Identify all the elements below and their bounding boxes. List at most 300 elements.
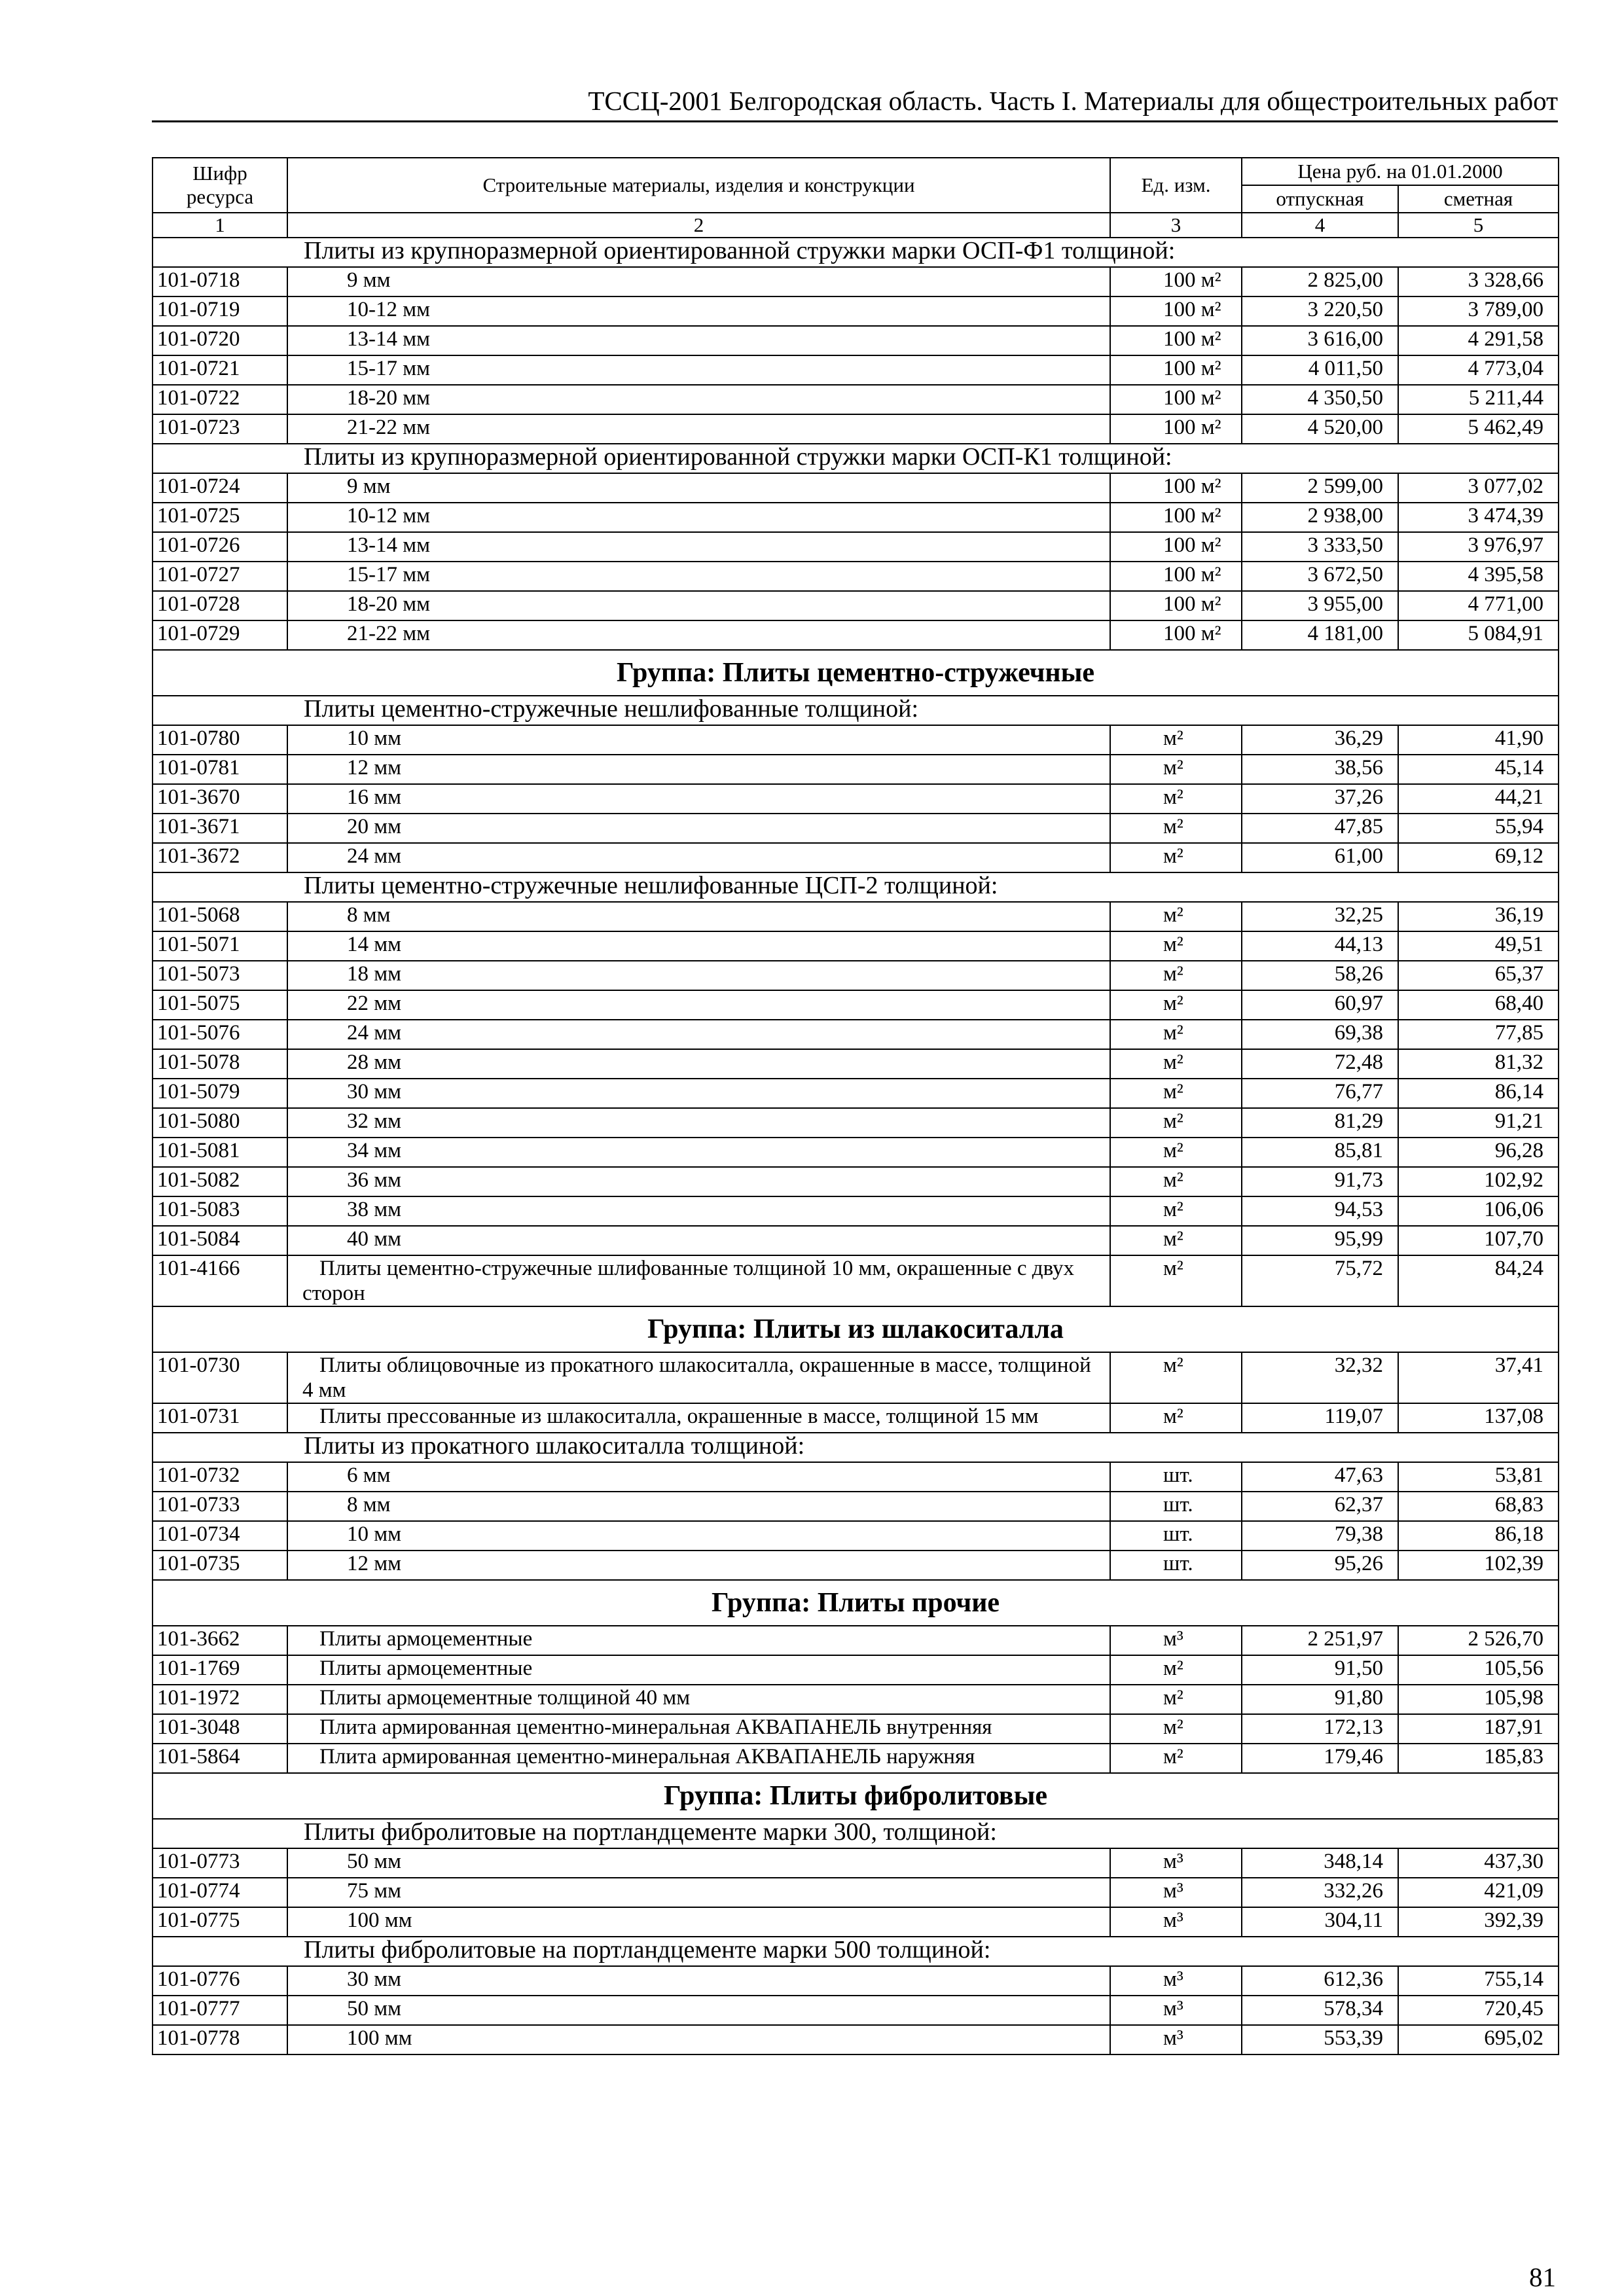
resource-code: 101-5082 bbox=[153, 1167, 287, 1196]
material-name: 32 мм bbox=[287, 1108, 1110, 1138]
unit: м² bbox=[1110, 843, 1242, 872]
material-name: 15-17 мм bbox=[287, 355, 1110, 385]
table-row bbox=[153, 1907, 1559, 1937]
table-row bbox=[153, 902, 1559, 931]
subheading-row bbox=[153, 238, 1559, 267]
price-release: 348,14 bbox=[1242, 1848, 1398, 1878]
price-release: 179,46 bbox=[1242, 1744, 1398, 1773]
material-name: 20 мм bbox=[287, 814, 1110, 843]
price-release: 91,73 bbox=[1242, 1167, 1398, 1196]
price-estimate: 53,81 bbox=[1398, 1462, 1559, 1492]
price-estimate: 3 474,39 bbox=[1398, 503, 1559, 532]
table-row bbox=[153, 385, 1559, 414]
material-name: 30 мм bbox=[287, 1966, 1110, 1996]
resource-code: 101-0777 bbox=[153, 1996, 287, 2025]
unit: шт. bbox=[1110, 1462, 1242, 1492]
table-row bbox=[153, 296, 1559, 326]
unit: 100 м² bbox=[1110, 620, 1242, 650]
table-row bbox=[153, 414, 1559, 444]
price-estimate: 106,06 bbox=[1398, 1196, 1559, 1226]
price-estimate: 720,45 bbox=[1398, 1996, 1559, 2025]
material-name: 18-20 мм bbox=[287, 385, 1110, 414]
resource-code: 101-5079 bbox=[153, 1079, 287, 1108]
price-estimate: 755,14 bbox=[1398, 1966, 1559, 1996]
unit: м³ bbox=[1110, 1996, 1242, 2025]
unit: м³ bbox=[1110, 2025, 1242, 2054]
resource-code: 101-0730 bbox=[153, 1352, 287, 1403]
material-name: 14 мм bbox=[287, 931, 1110, 961]
table-row bbox=[153, 1020, 1559, 1049]
unit: 100 м² bbox=[1110, 591, 1242, 620]
resource-code: 101-5071 bbox=[153, 931, 287, 961]
table-row bbox=[153, 1996, 1559, 2025]
price-release: 85,81 bbox=[1242, 1138, 1398, 1167]
table-row bbox=[153, 1167, 1559, 1196]
material-name: 10 мм bbox=[287, 725, 1110, 755]
subheading-row bbox=[153, 444, 1559, 473]
table-row bbox=[153, 532, 1559, 562]
table-row bbox=[153, 473, 1559, 503]
unit: м² bbox=[1110, 814, 1242, 843]
price-estimate: 45,14 bbox=[1398, 755, 1559, 784]
unit: м² bbox=[1110, 784, 1242, 814]
table-row bbox=[153, 1714, 1559, 1744]
header-price-release: отпускная bbox=[1242, 185, 1398, 213]
price-release: 3 220,50 bbox=[1242, 296, 1398, 326]
price-release: 4 520,00 bbox=[1242, 414, 1398, 444]
price-release: 62,37 bbox=[1242, 1492, 1398, 1521]
price-estimate: 77,85 bbox=[1398, 1020, 1559, 1049]
material-name: 75 мм bbox=[287, 1878, 1110, 1907]
material-name: 10-12 мм bbox=[287, 296, 1110, 326]
material-name: 38 мм bbox=[287, 1196, 1110, 1226]
resource-code: 101-0773 bbox=[153, 1848, 287, 1878]
unit: м² bbox=[1110, 1138, 1242, 1167]
table-row bbox=[153, 1462, 1559, 1492]
resource-code: 101-5083 bbox=[153, 1196, 287, 1226]
price-release: 578,34 bbox=[1242, 1996, 1398, 2025]
unit: м² bbox=[1110, 1167, 1242, 1196]
price-estimate: 392,39 bbox=[1398, 1907, 1559, 1937]
resource-code: 101-5076 bbox=[153, 1020, 287, 1049]
material-name: Плита армированная цементно-минеральная АКВАПАНЕЛЬ внутренняя bbox=[287, 1714, 1110, 1744]
price-release: 36,29 bbox=[1242, 725, 1398, 755]
unit: м² bbox=[1110, 931, 1242, 961]
price-release: 79,38 bbox=[1242, 1521, 1398, 1551]
table-row bbox=[153, 1685, 1559, 1714]
price-release: 3 672,50 bbox=[1242, 562, 1398, 591]
price-release: 332,26 bbox=[1242, 1878, 1398, 1907]
table-row bbox=[153, 1521, 1559, 1551]
price-estimate: 68,40 bbox=[1398, 990, 1559, 1020]
header-price: Цена руб. на 01.01.2000 bbox=[1242, 158, 1559, 185]
table-row bbox=[153, 1744, 1559, 1773]
unit: м² bbox=[1110, 902, 1242, 931]
table-row bbox=[153, 1138, 1559, 1167]
price-estimate: 36,19 bbox=[1398, 902, 1559, 931]
price-estimate: 5 084,91 bbox=[1398, 620, 1559, 650]
material-name: 10 мм bbox=[287, 1521, 1110, 1551]
price-release: 2 825,00 bbox=[1242, 267, 1398, 296]
price-release: 91,50 bbox=[1242, 1655, 1398, 1685]
resource-code: 101-5073 bbox=[153, 961, 287, 990]
price-estimate: 421,09 bbox=[1398, 1878, 1559, 1907]
material-name: Плита армированная цементно-минеральная АКВАПАНЕЛЬ наружняя bbox=[287, 1744, 1110, 1773]
resource-code: 101-5068 bbox=[153, 902, 287, 931]
unit: 100 м² bbox=[1110, 326, 1242, 355]
table-row bbox=[153, 843, 1559, 872]
unit: м² bbox=[1110, 961, 1242, 990]
resource-code: 101-0725 bbox=[153, 503, 287, 532]
group-heading-row bbox=[153, 1580, 1559, 1626]
resource-code: 101-3670 bbox=[153, 784, 287, 814]
unit: м² bbox=[1110, 990, 1242, 1020]
header-col-number: 1 bbox=[153, 213, 287, 238]
price-release: 91,80 bbox=[1242, 1685, 1398, 1714]
price-release: 32,25 bbox=[1242, 902, 1398, 931]
header-col-number: 2 bbox=[287, 213, 1110, 238]
price-estimate: 69,12 bbox=[1398, 843, 1559, 872]
subheading-row bbox=[153, 1819, 1559, 1848]
unit: 100 м² bbox=[1110, 355, 1242, 385]
resource-code: 101-0774 bbox=[153, 1878, 287, 1907]
price-release: 37,26 bbox=[1242, 784, 1398, 814]
material-name: 22 мм bbox=[287, 990, 1110, 1020]
price-estimate: 84,24 bbox=[1398, 1255, 1559, 1306]
material-name: 8 мм bbox=[287, 1492, 1110, 1521]
material-name: 50 мм bbox=[287, 1848, 1110, 1878]
price-release: 58,26 bbox=[1242, 961, 1398, 990]
price-release: 3 616,00 bbox=[1242, 326, 1398, 355]
price-release: 4 181,00 bbox=[1242, 620, 1398, 650]
unit: м³ bbox=[1110, 1907, 1242, 1937]
subheading-row bbox=[153, 1937, 1559, 1966]
price-release: 172,13 bbox=[1242, 1714, 1398, 1744]
resource-code: 101-4166 bbox=[153, 1255, 287, 1306]
header-col-number: 5 bbox=[1398, 213, 1559, 238]
group-heading-row bbox=[153, 1306, 1559, 1352]
table-row bbox=[153, 591, 1559, 620]
resource-code: 101-0728 bbox=[153, 591, 287, 620]
price-table bbox=[152, 157, 1559, 2055]
price-estimate: 3 328,66 bbox=[1398, 267, 1559, 296]
material-name: Плиты армоцементные bbox=[287, 1626, 1110, 1655]
unit: м² bbox=[1110, 1108, 1242, 1138]
price-estimate: 4 291,58 bbox=[1398, 326, 1559, 355]
resource-code: 101-0726 bbox=[153, 532, 287, 562]
table-row bbox=[153, 931, 1559, 961]
price-estimate: 107,70 bbox=[1398, 1226, 1559, 1255]
unit: 100 м² bbox=[1110, 267, 1242, 296]
subheading: Плиты из крупноразмерной ориентированной стружки марки ОСП-Ф1 толщиной: bbox=[153, 238, 1559, 267]
header-name: Строительные материалы, изделия и конструкции bbox=[287, 158, 1110, 213]
price-estimate: 3 789,00 bbox=[1398, 296, 1559, 326]
material-name: 10-12 мм bbox=[287, 503, 1110, 532]
table-row bbox=[153, 990, 1559, 1020]
table-row bbox=[153, 267, 1559, 296]
price-estimate: 55,94 bbox=[1398, 814, 1559, 843]
material-name: 12 мм bbox=[287, 1551, 1110, 1580]
price-release: 76,77 bbox=[1242, 1079, 1398, 1108]
price-estimate: 91,21 bbox=[1398, 1108, 1559, 1138]
header-code: Шифр ресурса bbox=[153, 158, 287, 213]
header-col-number: 3 bbox=[1110, 213, 1242, 238]
price-estimate: 137,08 bbox=[1398, 1403, 1559, 1433]
price-estimate: 49,51 bbox=[1398, 931, 1559, 961]
material-name: 34 мм bbox=[287, 1138, 1110, 1167]
price-estimate: 86,18 bbox=[1398, 1521, 1559, 1551]
group-heading: Группа: Плиты из шлакоситалла bbox=[153, 1306, 1559, 1352]
price-estimate: 4 771,00 bbox=[1398, 591, 1559, 620]
resource-code: 101-5081 bbox=[153, 1138, 287, 1167]
table-row bbox=[153, 814, 1559, 843]
unit: 100 м² bbox=[1110, 562, 1242, 591]
table-row bbox=[153, 503, 1559, 532]
unit: м² bbox=[1110, 1655, 1242, 1685]
table-row bbox=[153, 2025, 1559, 2054]
resource-code: 101-0729 bbox=[153, 620, 287, 650]
price-estimate: 86,14 bbox=[1398, 1079, 1559, 1108]
price-estimate: 102,92 bbox=[1398, 1167, 1559, 1196]
table-row bbox=[153, 1226, 1559, 1255]
unit: м² bbox=[1110, 755, 1242, 784]
price-estimate: 96,28 bbox=[1398, 1138, 1559, 1167]
unit: м² bbox=[1110, 1352, 1242, 1403]
price-estimate: 4 395,58 bbox=[1398, 562, 1559, 591]
price-release: 95,26 bbox=[1242, 1551, 1398, 1580]
table-row bbox=[153, 1966, 1559, 1996]
price-release: 60,97 bbox=[1242, 990, 1398, 1020]
resource-code: 101-3671 bbox=[153, 814, 287, 843]
material-name: 13-14 мм bbox=[287, 532, 1110, 562]
subheading-row bbox=[153, 696, 1559, 725]
unit: 100 м² bbox=[1110, 503, 1242, 532]
material-name: 18-20 мм bbox=[287, 591, 1110, 620]
unit: 100 м² bbox=[1110, 385, 1242, 414]
material-name: Плиты армоцементные bbox=[287, 1655, 1110, 1685]
unit: 100 м² bbox=[1110, 296, 1242, 326]
table-row bbox=[153, 620, 1559, 650]
price-release: 75,72 bbox=[1242, 1255, 1398, 1306]
subheading: Плиты фибролитовые на портландцементе марки 300, толщиной: bbox=[153, 1819, 1559, 1848]
price-release: 32,32 bbox=[1242, 1352, 1398, 1403]
price-release: 2 938,00 bbox=[1242, 503, 1398, 532]
unit: м³ bbox=[1110, 1626, 1242, 1655]
table-row bbox=[153, 355, 1559, 385]
material-name: 100 мм bbox=[287, 1907, 1110, 1937]
price-release: 44,13 bbox=[1242, 931, 1398, 961]
price-estimate: 68,83 bbox=[1398, 1492, 1559, 1521]
price-estimate: 102,39 bbox=[1398, 1551, 1559, 1580]
group-heading-row bbox=[153, 1773, 1559, 1819]
price-estimate: 187,91 bbox=[1398, 1714, 1559, 1744]
table-row bbox=[153, 725, 1559, 755]
price-release: 95,99 bbox=[1242, 1226, 1398, 1255]
unit: м² bbox=[1110, 1255, 1242, 1306]
material-name: Плиты облицовочные из прокатного шлакоситалла, окрашенные в массе, толщиной 4 мм bbox=[287, 1352, 1110, 1403]
unit: м³ bbox=[1110, 1966, 1242, 1996]
resource-code: 101-0735 bbox=[153, 1551, 287, 1580]
price-estimate: 5 462,49 bbox=[1398, 414, 1559, 444]
price-release: 4 350,50 bbox=[1242, 385, 1398, 414]
price-estimate: 37,41 bbox=[1398, 1352, 1559, 1403]
price-estimate: 41,90 bbox=[1398, 725, 1559, 755]
material-name: 28 мм bbox=[287, 1049, 1110, 1079]
unit: 100 м² bbox=[1110, 532, 1242, 562]
group-heading-row bbox=[153, 650, 1559, 696]
material-name: Плиты армоцементные толщиной 40 мм bbox=[287, 1685, 1110, 1714]
subheading: Плиты из крупноразмерной ориентированной стружки марки ОСП-К1 толщиной: bbox=[153, 444, 1559, 473]
material-name: 40 мм bbox=[287, 1226, 1110, 1255]
unit: м² bbox=[1110, 1226, 1242, 1255]
material-name: 13-14 мм bbox=[287, 326, 1110, 355]
price-estimate: 5 211,44 bbox=[1398, 385, 1559, 414]
material-name: 12 мм bbox=[287, 755, 1110, 784]
resource-code: 101-0781 bbox=[153, 755, 287, 784]
header-col-number: 4 bbox=[1242, 213, 1398, 238]
table-row bbox=[153, 1655, 1559, 1685]
resource-code: 101-1972 bbox=[153, 1685, 287, 1714]
price-estimate: 437,30 bbox=[1398, 1848, 1559, 1878]
resource-code: 101-0776 bbox=[153, 1966, 287, 1996]
price-release: 47,63 bbox=[1242, 1462, 1398, 1492]
price-estimate: 65,37 bbox=[1398, 961, 1559, 990]
table-row bbox=[153, 1108, 1559, 1138]
unit: м² bbox=[1110, 1020, 1242, 1049]
table-header bbox=[153, 158, 1559, 238]
material-name: 24 мм bbox=[287, 1020, 1110, 1049]
table-row bbox=[153, 1492, 1559, 1521]
unit: м³ bbox=[1110, 1878, 1242, 1907]
table-row bbox=[153, 755, 1559, 784]
price-release: 3 955,00 bbox=[1242, 591, 1398, 620]
header-price-estimate: сметная bbox=[1398, 185, 1559, 213]
unit: м² bbox=[1110, 1049, 1242, 1079]
table-row bbox=[153, 1079, 1559, 1108]
resource-code: 101-0720 bbox=[153, 326, 287, 355]
price-release: 72,48 bbox=[1242, 1049, 1398, 1079]
price-release: 2 599,00 bbox=[1242, 473, 1398, 503]
subheading: Плиты цементно-стружечные нешлифованные ЦСП-2 толщиной: bbox=[153, 872, 1559, 902]
table-row bbox=[153, 1196, 1559, 1226]
resource-code: 101-0719 bbox=[153, 296, 287, 326]
material-name: 16 мм bbox=[287, 784, 1110, 814]
subheading-row bbox=[153, 1433, 1559, 1462]
unit: 100 м² bbox=[1110, 414, 1242, 444]
price-estimate: 185,83 bbox=[1398, 1744, 1559, 1773]
material-name: Плиты цементно-стружечные шлифованные толщиной 10 мм, окрашенные с двух сторон bbox=[287, 1255, 1110, 1306]
group-heading: Группа: Плиты цементно-стружечные bbox=[153, 650, 1559, 696]
resource-code: 101-0721 bbox=[153, 355, 287, 385]
material-name: 8 мм bbox=[287, 902, 1110, 931]
material-name: Плиты прессованные из шлакоситалла, окрашенные в массе, толщиной 15 мм bbox=[287, 1403, 1110, 1433]
table-body bbox=[153, 238, 1559, 2054]
material-name: 30 мм bbox=[287, 1079, 1110, 1108]
resource-code: 101-0727 bbox=[153, 562, 287, 591]
resource-code: 101-0775 bbox=[153, 1907, 287, 1937]
price-estimate: 3 976,97 bbox=[1398, 532, 1559, 562]
page-header bbox=[152, 82, 1558, 122]
material-name: 9 мм bbox=[287, 267, 1110, 296]
price-release: 94,53 bbox=[1242, 1196, 1398, 1226]
resource-code: 101-0731 bbox=[153, 1403, 287, 1433]
unit: м² bbox=[1110, 1685, 1242, 1714]
price-estimate: 44,21 bbox=[1398, 784, 1559, 814]
material-name: 21-22 мм bbox=[287, 620, 1110, 650]
unit: 100 м² bbox=[1110, 473, 1242, 503]
table-row bbox=[153, 1626, 1559, 1655]
price-release: 612,36 bbox=[1242, 1966, 1398, 1996]
subheading: Плиты фибролитовые на портландцементе марки 500 толщиной: bbox=[153, 1937, 1559, 1966]
price-estimate: 105,98 bbox=[1398, 1685, 1559, 1714]
resource-code: 101-5075 bbox=[153, 990, 287, 1020]
resource-code: 101-3672 bbox=[153, 843, 287, 872]
price-estimate: 105,56 bbox=[1398, 1655, 1559, 1685]
material-name: 50 мм bbox=[287, 1996, 1110, 2025]
table-row bbox=[153, 1255, 1559, 1306]
table-row bbox=[153, 1352, 1559, 1403]
material-name: 36 мм bbox=[287, 1167, 1110, 1196]
table-row bbox=[153, 1848, 1559, 1878]
table-row bbox=[153, 1878, 1559, 1907]
table-row bbox=[153, 961, 1559, 990]
material-name: 100 мм bbox=[287, 2025, 1110, 2054]
price-release: 4 011,50 bbox=[1242, 355, 1398, 385]
group-heading: Группа: Плиты фибролитовые bbox=[153, 1773, 1559, 1819]
resource-code: 101-3048 bbox=[153, 1714, 287, 1744]
table-row bbox=[153, 562, 1559, 591]
subheading-row bbox=[153, 872, 1559, 902]
table-row bbox=[153, 1403, 1559, 1433]
resource-code: 101-0732 bbox=[153, 1462, 287, 1492]
material-name: 24 мм bbox=[287, 843, 1110, 872]
page-number: 81 bbox=[1529, 2262, 1556, 2292]
unit: шт. bbox=[1110, 1551, 1242, 1580]
resource-code: 101-0778 bbox=[153, 2025, 287, 2054]
resource-code: 101-0724 bbox=[153, 473, 287, 503]
resource-code: 101-0722 bbox=[153, 385, 287, 414]
material-name: 18 мм bbox=[287, 961, 1110, 990]
resource-code: 101-0723 bbox=[153, 414, 287, 444]
price-release: 38,56 bbox=[1242, 755, 1398, 784]
group-heading: Группа: Плиты прочие bbox=[153, 1580, 1559, 1626]
unit: м³ bbox=[1110, 1848, 1242, 1878]
table-row bbox=[153, 1049, 1559, 1079]
material-name: 15-17 мм bbox=[287, 562, 1110, 591]
table-row bbox=[153, 1551, 1559, 1580]
unit: м² bbox=[1110, 725, 1242, 755]
unit: м² bbox=[1110, 1403, 1242, 1433]
resource-code: 101-3662 bbox=[153, 1626, 287, 1655]
table-row bbox=[153, 326, 1559, 355]
resource-code: 101-5864 bbox=[153, 1744, 287, 1773]
resource-code: 101-1769 bbox=[153, 1655, 287, 1685]
unit: м² bbox=[1110, 1744, 1242, 1773]
price-release: 3 333,50 bbox=[1242, 532, 1398, 562]
price-release: 304,11 bbox=[1242, 1907, 1398, 1937]
subheading: Плиты из прокатного шлакоситалла толщиной: bbox=[153, 1433, 1559, 1462]
table-row bbox=[153, 784, 1559, 814]
unit: м² bbox=[1110, 1714, 1242, 1744]
header-title: ТССЦ-2001 Белгородская область. Часть I. Материалы для общестроительных работ bbox=[588, 86, 1558, 116]
unit: м² bbox=[1110, 1079, 1242, 1108]
material-name: 6 мм bbox=[287, 1462, 1110, 1492]
price-release: 119,07 bbox=[1242, 1403, 1398, 1433]
material-name: 9 мм bbox=[287, 473, 1110, 503]
resource-code: 101-0733 bbox=[153, 1492, 287, 1521]
unit: шт. bbox=[1110, 1521, 1242, 1551]
price-release: 553,39 bbox=[1242, 2025, 1398, 2054]
